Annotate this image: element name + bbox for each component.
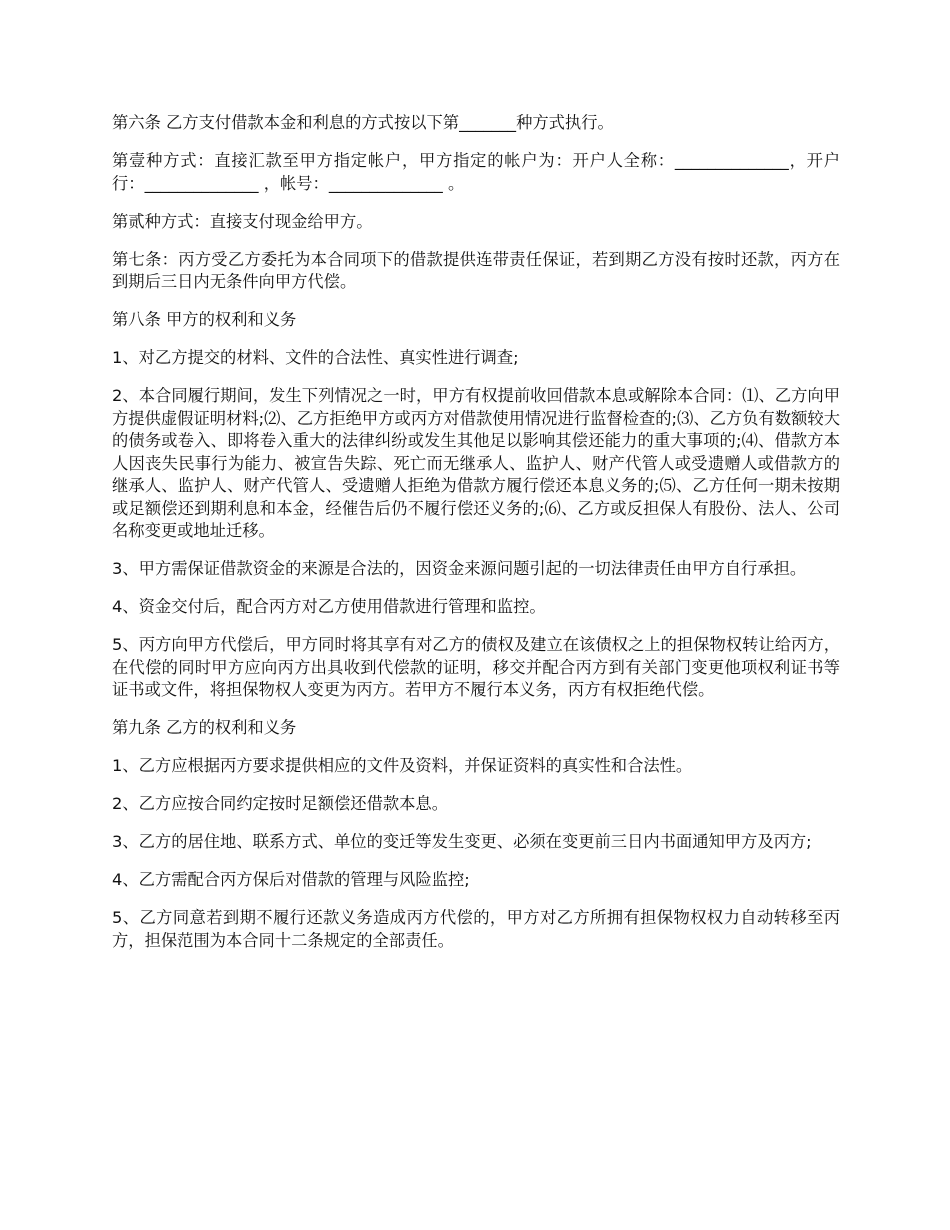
article-6-payment-method: 第六条 乙方支付借款本金和利息的方式按以下第_______种方式执行。 bbox=[112, 113, 614, 132]
article-8-item-1: 1、对乙方提交的材料、文件的合法性、真实性进行调查; bbox=[112, 348, 519, 367]
article-8-item-5: 5、丙方向甲方代偿后，甲方同时将其享有对乙方的债权及建立在该债权之上的担保物权转让给丙方，在代偿的同时甲方应向丙方出具收到代偿款的证明，移交并配合丙方到有关部门变更他项权利证书等证书或文件，将担保物权人变更为丙方。若甲方不履行本义务，丙方有权拒绝代偿。 bbox=[112, 635, 840, 699]
article-8-heading: 第八条 甲方的权利和义务 bbox=[112, 310, 297, 329]
document-page bbox=[112, 112, 840, 968]
article-9-item-3: 3、乙方的居住地、联系方式、单位的变迁等发生变更、必须在变更前三日内书面通知甲方及丙方; bbox=[112, 832, 812, 851]
article-8-item-4: 4、资金交付后，配合丙方对乙方使用借款进行管理和监控。 bbox=[112, 597, 546, 616]
article-9-heading: 第九条 乙方的权利和义务 bbox=[112, 718, 297, 737]
article-9-item-2: 2、乙方应按合同约定按时足额偿还借款本息。 bbox=[112, 794, 448, 813]
article-8-item-2: 2、本合同履行期间，发生下列情况之一时，甲方有权提前收回借款本息或解除本合同：⑴、乙方向甲方提供虚假证明材料;⑵、乙方拒绝甲方或丙方对借款使用情况进行监督检查的;⑶、乙方负有数额较大的债务或卷入、即将卷入重大的法律纠纷或发生其他足以影响其偿还能力的重大事项的;⑷、借款方本人因丧失民事行为能力、被宣告失踪、死亡而无继承人、监护人、财产代管人或受遗赠人或借款方的继承人、监护人、财产代管人、受遗赠人拒绝为借款方履行偿还本息义务的;⑸、乙方任何一期未按期或足额偿还到期利息和本金，经催告后仍不履行偿还义务的;⑹、乙方或反担保人有股份、法人、公司名称变更或地址迁移。 bbox=[112, 386, 840, 540]
article-7-guarantee: 第七条：丙方受乙方委托为本合同项下的借款提供连带责任保证，若到期乙方没有按时还款，丙方在到期后三日内无条件向甲方代偿。 bbox=[112, 249, 840, 291]
article-9-item-1: 1、乙方应根据丙方要求提供相应的文件及资料，并保证资料的真实性和合法性。 bbox=[112, 756, 693, 775]
article-9-item-5: 5、乙方同意若到期不履行还款义务造成丙方代偿的，甲方对乙方所拥有担保物权权力自动转移至丙方，担保范围为本合同十二条规定的全部责任。 bbox=[112, 908, 840, 950]
article-9-item-4: 4、乙方需配合丙方保后对借款的管理与风险监控; bbox=[112, 870, 470, 889]
article-8-item-3: 3、甲方需保证借款资金的来源是合法的，因资金来源问题引起的一切法律责任由甲方自行承担。 bbox=[112, 559, 807, 578]
payment-option-1-bank-transfer: 第壹种方式：直接汇款至甲方指定帐户，甲方指定的帐户为：开户人全称：______________，开户行：______________ ，帐号：______________ 。 bbox=[112, 151, 840, 193]
payment-option-2-cash: 第贰种方式：直接支付现金给甲方。 bbox=[112, 211, 373, 231]
